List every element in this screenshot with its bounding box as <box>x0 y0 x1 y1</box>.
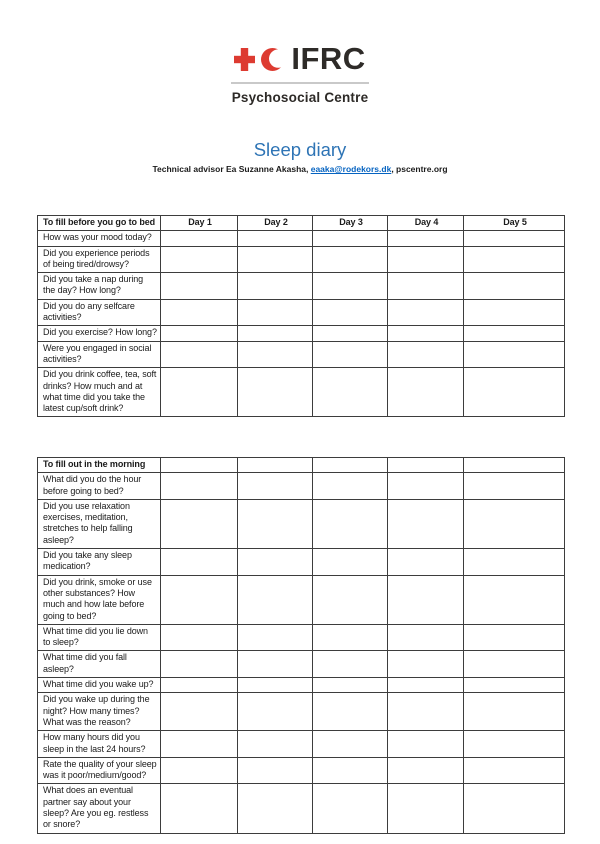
diary-cell[interactable] <box>464 326 565 341</box>
question-cell: How many hours did you sleep in the last 24 hours? <box>38 731 161 758</box>
diary-cell[interactable] <box>238 231 313 246</box>
diary-cell[interactable] <box>238 499 313 548</box>
diary-cell[interactable] <box>313 326 388 341</box>
diary-cell[interactable] <box>464 273 565 300</box>
logo-tagline: Psychosocial Centre <box>231 90 369 105</box>
table-row <box>38 326 565 341</box>
diary-cell[interactable] <box>388 757 464 784</box>
table-row <box>38 473 565 500</box>
question-cell: Did you wake up during the night? How many times? What was the reason? <box>38 693 161 731</box>
diary-cell[interactable] <box>388 231 464 246</box>
diary-cell[interactable] <box>464 299 565 326</box>
table-row <box>38 693 565 731</box>
table-row <box>38 549 565 576</box>
diary-cell[interactable] <box>388 549 464 576</box>
morning-table <box>37 457 565 834</box>
question-cell: Did you experience periods of being tired/drowsy? <box>38 246 161 273</box>
diary-cell[interactable] <box>313 299 388 326</box>
diary-cell[interactable] <box>313 693 388 731</box>
diary-cell[interactable] <box>238 473 313 500</box>
question-cell: Did you drink, smoke or use other substances? How much and how late before going to bed? <box>38 575 161 624</box>
diary-cell[interactable] <box>161 499 238 548</box>
diary-cell[interactable] <box>464 693 565 731</box>
ifrc-wordmark: IFRC <box>291 41 366 76</box>
diary-cell[interactable] <box>161 473 238 500</box>
day-header-cell: Day 1 <box>161 216 238 231</box>
question-cell: Rate the quality of your sleep was it poor/medium/good? <box>38 757 161 784</box>
diary-cell[interactable] <box>161 624 238 651</box>
byline-suffix: , pscentre.org <box>391 164 448 174</box>
diary-cell[interactable] <box>238 575 313 624</box>
table-row <box>38 231 565 246</box>
diary-cell[interactable] <box>161 651 238 678</box>
diary-cell[interactable] <box>388 246 464 273</box>
diary-cell[interactable] <box>388 299 464 326</box>
question-cell: What time did you wake up? <box>38 678 161 693</box>
question-cell: What time did you fall asleep? <box>38 651 161 678</box>
day-header-cell: Day 5 <box>464 216 565 231</box>
day-header-cell: Day 4 <box>388 216 464 231</box>
diary-cell[interactable] <box>313 784 388 833</box>
table-row <box>38 784 565 833</box>
question-cell: Did you exercise? How long? <box>38 326 161 341</box>
diary-cell[interactable] <box>313 651 388 678</box>
page-title: Sleep diary <box>253 139 347 160</box>
table-row <box>38 624 565 651</box>
diary-cell[interactable] <box>313 273 388 300</box>
diary-cell[interactable] <box>313 246 388 273</box>
diary-cell[interactable] <box>388 458 464 473</box>
diary-cell[interactable] <box>238 651 313 678</box>
diary-cell[interactable] <box>313 575 388 624</box>
question-cell: Were you engaged in social activities? <box>38 341 161 368</box>
table-row <box>38 678 565 693</box>
diary-cell[interactable] <box>388 473 464 500</box>
diary-cell[interactable] <box>464 575 565 624</box>
diary-cell[interactable] <box>464 473 565 500</box>
diary-cell[interactable] <box>388 273 464 300</box>
table-row <box>38 299 565 326</box>
diary-cell[interactable] <box>238 549 313 576</box>
question-cell: What time did you lie down to sleep? <box>38 624 161 651</box>
diary-cell[interactable] <box>238 246 313 273</box>
morning-header-row <box>38 458 565 473</box>
evening-table <box>37 215 565 417</box>
diary-cell[interactable] <box>161 549 238 576</box>
question-cell: Did you use relaxation exercises, meditation, stretches to help falling asleep? <box>38 499 161 548</box>
diary-cell[interactable] <box>464 368 565 417</box>
diary-cell[interactable] <box>161 246 238 273</box>
diary-cell[interactable] <box>238 624 313 651</box>
section-header-cell: To fill before you go to bed <box>38 216 161 231</box>
diary-cell[interactable] <box>161 575 238 624</box>
diary-cell[interactable] <box>313 731 388 758</box>
diary-cell[interactable] <box>464 549 565 576</box>
diary-cell[interactable] <box>388 693 464 731</box>
table-row <box>38 731 565 758</box>
diary-cell[interactable] <box>464 731 565 758</box>
diary-cell[interactable] <box>464 499 565 548</box>
diary-cell[interactable] <box>161 231 238 246</box>
diary-cell[interactable] <box>388 624 464 651</box>
diary-cell[interactable] <box>464 458 565 473</box>
question-cell: Did you take any sleep medication? <box>38 549 161 576</box>
diary-cell[interactable] <box>464 231 565 246</box>
diary-cell[interactable] <box>464 246 565 273</box>
byline <box>0 163 600 175</box>
diary-cell[interactable] <box>238 299 313 326</box>
diary-cell[interactable] <box>388 575 464 624</box>
diary-cell[interactable] <box>161 784 238 833</box>
table-row <box>38 575 565 624</box>
diary-cell[interactable] <box>238 326 313 341</box>
table-row <box>38 246 565 273</box>
email-link[interactable]: eaaka@rodekors.dk <box>310 164 392 174</box>
ifrc-logo <box>231 41 369 105</box>
diary-cell[interactable] <box>313 499 388 548</box>
diary-cell[interactable] <box>238 273 313 300</box>
diary-cell[interactable] <box>388 651 464 678</box>
table-row <box>38 757 565 784</box>
diary-cell[interactable] <box>313 624 388 651</box>
diary-cell[interactable] <box>161 273 238 300</box>
section-header-cell: To fill out in the morning <box>38 458 161 473</box>
diary-cell[interactable] <box>161 458 238 473</box>
diary-cell[interactable] <box>313 368 388 417</box>
diary-cell[interactable] <box>313 231 388 246</box>
red-cross-icon <box>234 48 255 71</box>
table-row <box>38 499 565 548</box>
question-cell: Did you take a nap during the day? How long? <box>38 273 161 300</box>
diary-cell[interactable] <box>161 299 238 326</box>
table-row <box>38 273 565 300</box>
diary-cell[interactable] <box>388 368 464 417</box>
diary-cell[interactable] <box>388 341 464 368</box>
diary-cell[interactable] <box>161 368 238 417</box>
diary-cell[interactable] <box>161 678 238 693</box>
diary-cell[interactable] <box>161 341 238 368</box>
question-cell: How was your mood today? <box>38 231 161 246</box>
diary-cell[interactable] <box>313 757 388 784</box>
byline-prefix: Technical advisor Ea Suzanne Akasha, <box>152 164 311 174</box>
diary-cell[interactable] <box>464 757 565 784</box>
logo-row <box>234 41 366 76</box>
diary-cell[interactable] <box>238 678 313 693</box>
diary-cell[interactable] <box>161 757 238 784</box>
table-row <box>38 341 565 368</box>
day-header-cell: Day 3 <box>313 216 388 231</box>
red-crescent-icon <box>261 47 285 72</box>
diary-cell[interactable] <box>313 458 388 473</box>
diary-cell[interactable] <box>464 784 565 833</box>
diary-cell[interactable] <box>388 731 464 758</box>
diary-cell[interactable] <box>464 678 565 693</box>
diary-cell[interactable] <box>238 784 313 833</box>
diary-cell[interactable] <box>313 473 388 500</box>
diary-cell[interactable] <box>238 341 313 368</box>
diary-cell[interactable] <box>464 341 565 368</box>
diary-cell[interactable] <box>388 499 464 548</box>
logo-divider <box>231 82 369 84</box>
diary-cell[interactable] <box>464 624 565 651</box>
diary-cell[interactable] <box>464 651 565 678</box>
diary-cell[interactable] <box>238 368 313 417</box>
table-row <box>38 651 565 678</box>
diary-cell[interactable] <box>161 693 238 731</box>
diary-cell[interactable] <box>388 784 464 833</box>
question-cell: Did you do any selfcare activities? <box>38 299 161 326</box>
diary-cell[interactable] <box>238 458 313 473</box>
diary-cell[interactable] <box>238 731 313 758</box>
diary-cell[interactable] <box>161 731 238 758</box>
diary-cell[interactable] <box>238 693 313 731</box>
question-cell: What does an eventual partner say about your sleep? Are you eg. restless or snore? <box>38 784 161 833</box>
diary-cell[interactable] <box>313 341 388 368</box>
diary-cell[interactable] <box>313 549 388 576</box>
diary-cell[interactable] <box>238 757 313 784</box>
diary-cell[interactable] <box>161 326 238 341</box>
question-cell: Did you drink coffee, tea, soft drinks? How much and at what time did you take the latest cup/soft drink? <box>38 368 161 417</box>
diary-cell[interactable] <box>313 678 388 693</box>
evening-header-row <box>38 216 565 231</box>
diary-cell[interactable] <box>388 326 464 341</box>
question-cell: What did you do the hour before going to bed? <box>38 473 161 500</box>
day-header-cell: Day 2 <box>238 216 313 231</box>
diary-cell[interactable] <box>388 678 464 693</box>
table-row <box>38 368 565 417</box>
